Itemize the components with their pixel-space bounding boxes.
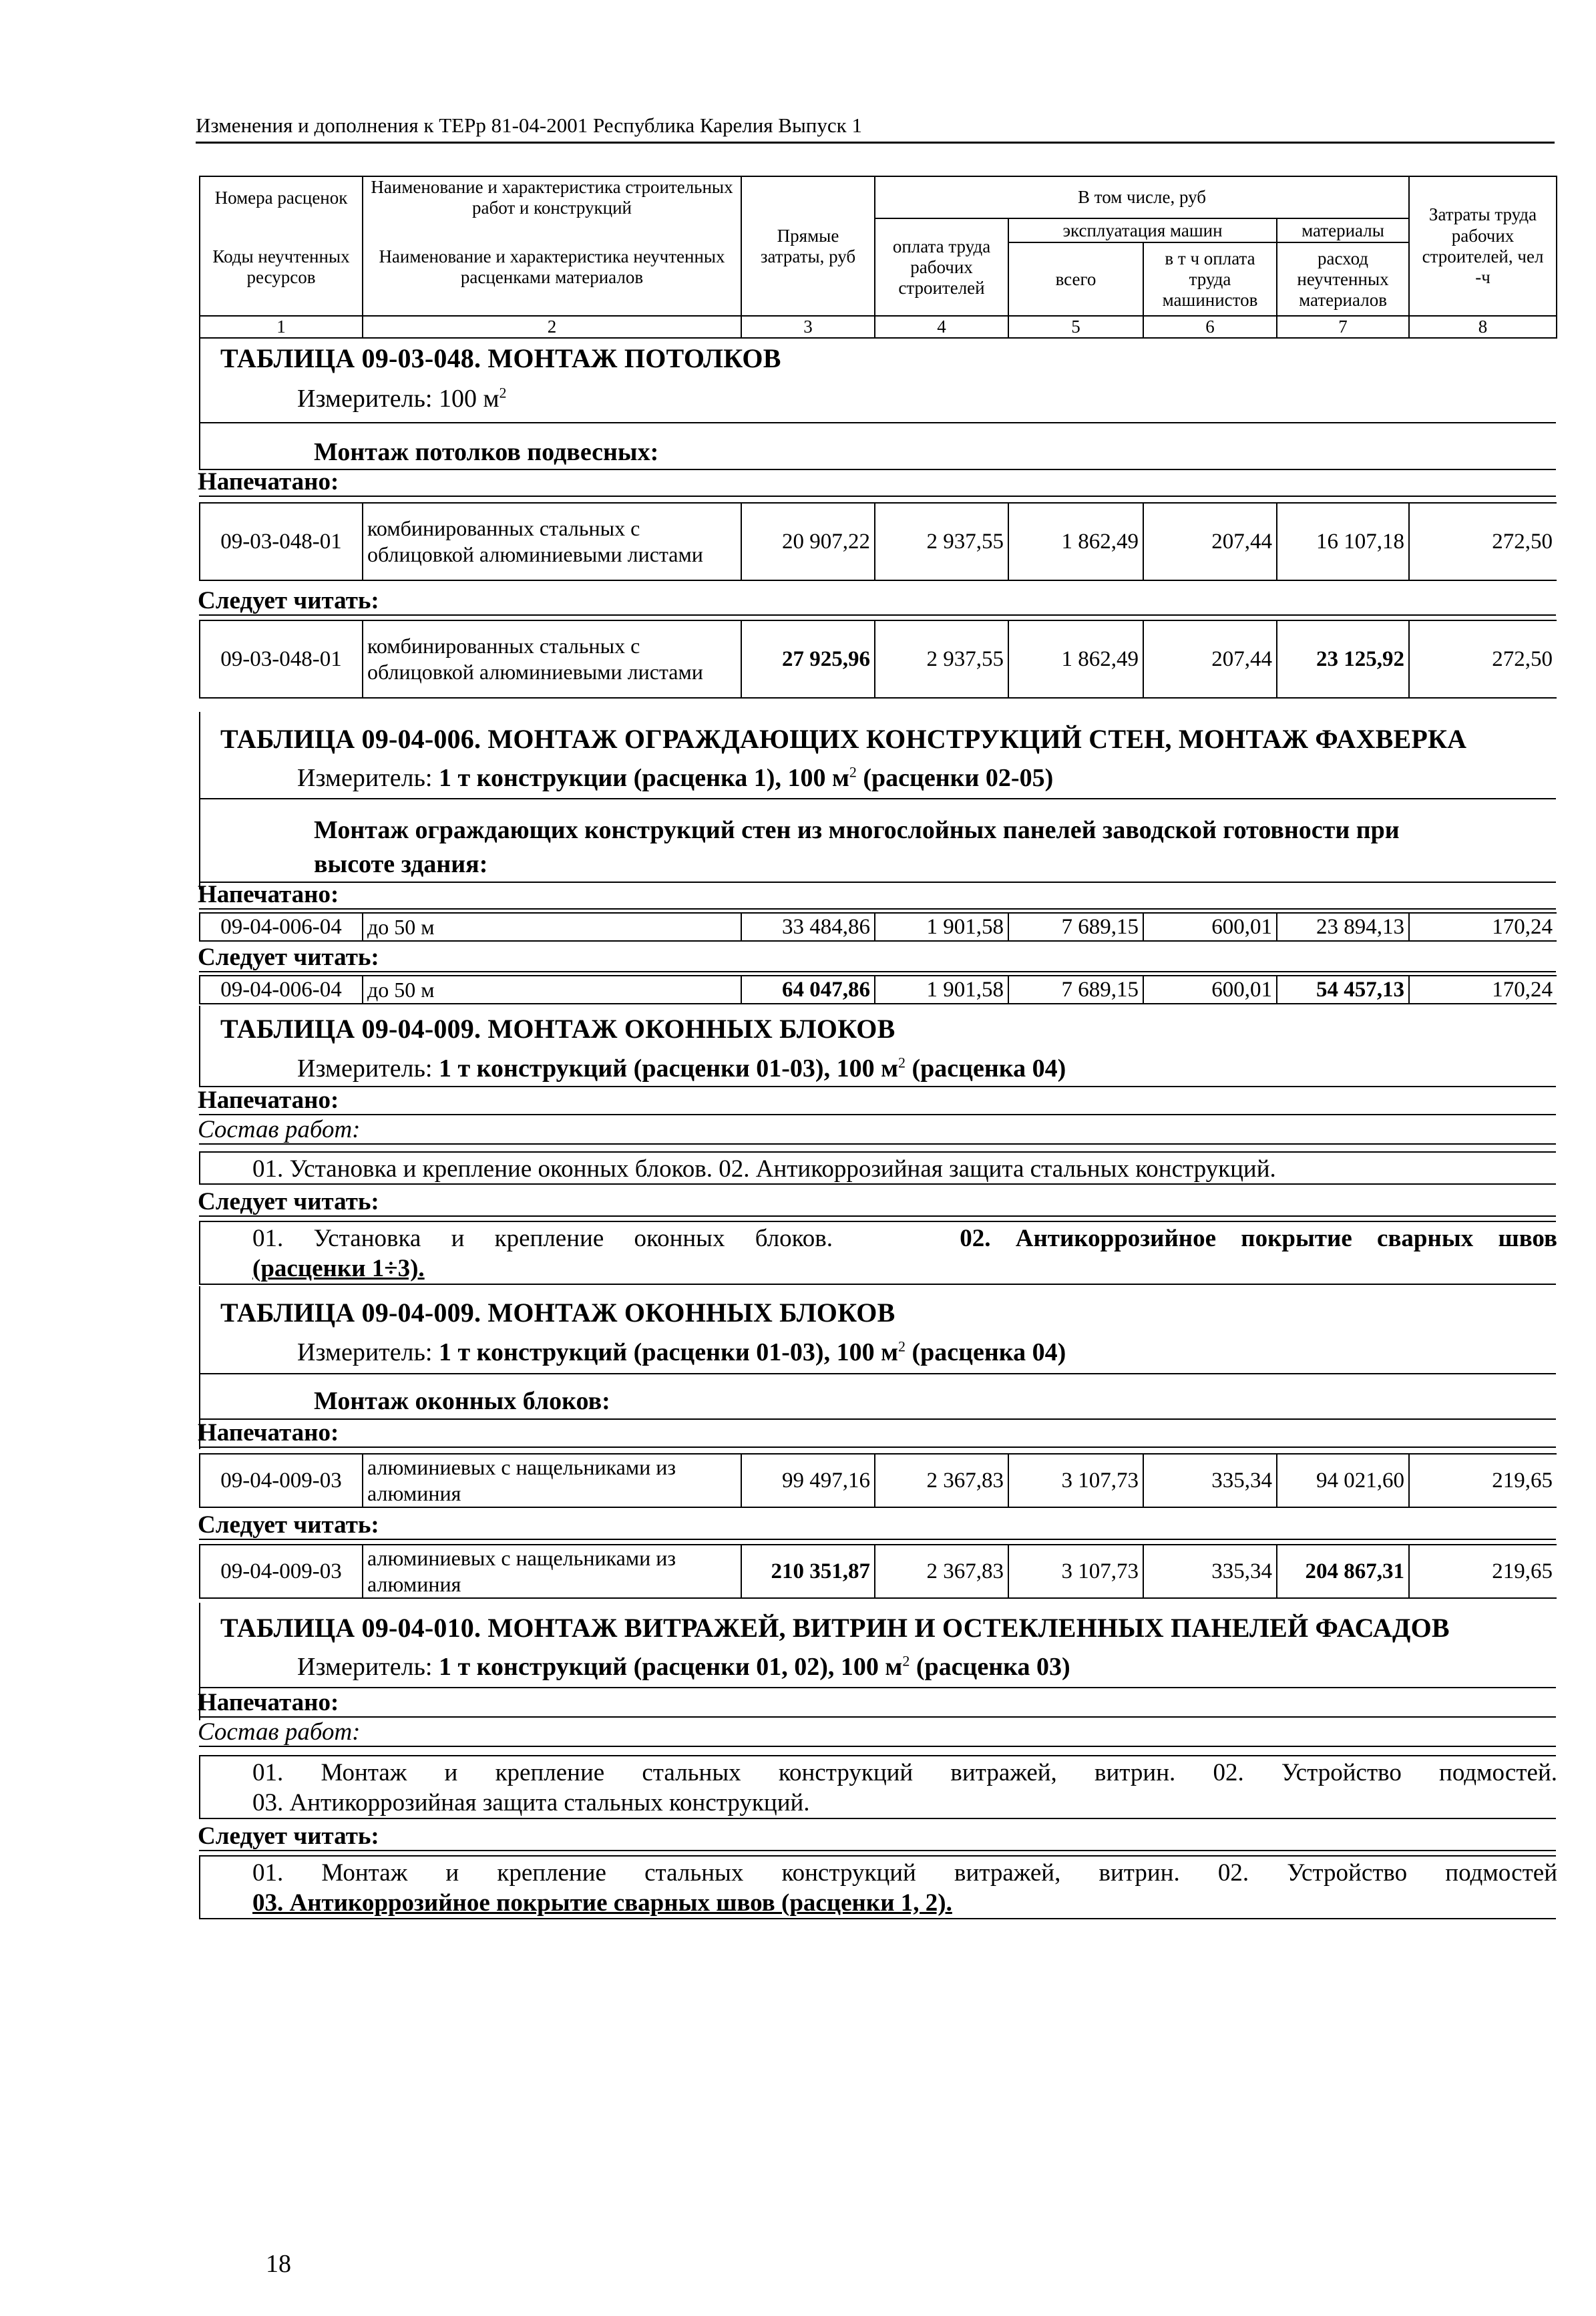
- should-read-label: Следует читать:: [198, 944, 379, 971]
- should-read-label: Следует читать:: [198, 587, 379, 614]
- work-composition-label: Состав работ:: [198, 1116, 361, 1143]
- machine-cost-cell: 7 689,15: [1008, 976, 1143, 1004]
- should-read-label: Следует читать:: [198, 1822, 379, 1850]
- machine-cost-cell: 3 107,73: [1008, 1545, 1143, 1598]
- section-4-printed-row: [199, 1453, 1557, 1508]
- labor-cost-cell: 2 367,83: [875, 1545, 1008, 1598]
- printed-label: Напечатано:: [198, 468, 339, 496]
- col-number-1: 1: [200, 316, 363, 338]
- section-3-title: ТАБЛИЦА 09-04-009. МОНТАЖ ОКОННЫХ БЛОКОВ: [220, 1014, 895, 1044]
- should-read-label: Следует читать:: [198, 1511, 379, 1539]
- divider: [199, 614, 1556, 616]
- labor-cost-cell: 2 367,83: [875, 1454, 1008, 1507]
- materials-cell: 94 021,60: [1277, 1454, 1409, 1507]
- col-number-5: 5: [1008, 316, 1143, 338]
- divider: [199, 1143, 1556, 1145]
- section-3-read-text-b: 02. Антикоррозийное покрытие сварных швов: [960, 1225, 1557, 1252]
- page-number: 18: [266, 2250, 291, 2278]
- col6-header: в т ч оплата труда машинистов: [1143, 242, 1277, 316]
- divider: [199, 469, 1556, 470]
- section-3-printed-text: 01. Установка и крепление оконных блоков. 02. Антикоррозийная защита стальных конструкций.: [252, 1155, 1276, 1183]
- machines-header: эксплуатация машин: [1008, 218, 1277, 242]
- materials-cell: 23 894,13: [1277, 913, 1409, 941]
- machinist-labor-cell: 207,44: [1143, 503, 1277, 580]
- code-cell: 09-04-009-03: [200, 1545, 363, 1598]
- machinist-labor-cell: 335,34: [1143, 1454, 1277, 1507]
- code-cell: 09-03-048-01: [200, 620, 363, 698]
- labor-hours-cell: 170,24: [1409, 913, 1557, 941]
- document-header: Изменения и дополнения к ТЕРр 81-04-2001 Республика Карелия Выпуск 1: [196, 114, 862, 137]
- labor-hours-cell: 219,65: [1409, 1545, 1557, 1598]
- machine-cost-cell: 7 689,15: [1008, 913, 1143, 941]
- section-3-meter: Измеритель: 1 т конструкций (расценки 01-03), 100 $м^2$ (расценка 04): [297, 1054, 1066, 1083]
- header-rule: [196, 142, 1555, 144]
- name-cell: до 50 м: [363, 913, 741, 941]
- section-1-meter: Измеритель: 100 $м^2$: [297, 384, 507, 413]
- name-cell: комбинированных стальных с облицовкой алюминиевыми листами: [363, 503, 741, 580]
- machine-cost-cell: 3 107,73: [1008, 1454, 1143, 1507]
- section-2-printed-row: [199, 912, 1557, 942]
- materials-header: материалы: [1277, 218, 1409, 242]
- col7-header: расход неучтенных материалов: [1277, 242, 1409, 316]
- machine-cost-cell: 1 862,49: [1008, 620, 1143, 698]
- direct-cost-cell: 33 484,86: [741, 913, 875, 941]
- divider: [199, 1687, 1556, 1688]
- section-3-frame: [199, 1006, 200, 1086]
- printed-label: Напечатано:: [198, 1087, 339, 1114]
- col1-bottom-header: Коды неучтенных ресурсов: [200, 218, 363, 316]
- section-1-title: ТАБЛИЦА 09-03-048. МОНТАЖ ПОТОЛКОВ: [220, 343, 781, 373]
- code-cell: 09-04-006-04: [200, 976, 363, 1004]
- labor-hours-cell: 272,50: [1409, 620, 1557, 698]
- section-3-read-text-line-2: (расценки 1÷3).: [252, 1255, 425, 1283]
- divider: [199, 1746, 1556, 1747]
- divider: [199, 882, 1556, 883]
- section-5-printed-line-1: 01. Монтаж и крепление стальных конструкций витражей, витрин. 02. Устройство подмостей.: [252, 1759, 1557, 1786]
- direct-cost-cell: 210 351,87: [741, 1545, 875, 1598]
- labor-hours-cell: 219,65: [1409, 1454, 1557, 1507]
- col2-top-header: Наименование и характеристика строительных работ и конструкций: [363, 176, 741, 218]
- materials-cell: 23 125,92: [1277, 620, 1409, 698]
- section-5-printed-text-box: [199, 1755, 1556, 1819]
- divider: [199, 798, 1556, 799]
- divider: [199, 1716, 1556, 1718]
- machinist-labor-cell: 207,44: [1143, 620, 1277, 698]
- work-composition-label: Состав работ:: [198, 1718, 361, 1746]
- section-3-printed-text-box: [199, 1151, 1556, 1185]
- section-1-subtitle: Монтаж потолков подвесных:: [314, 438, 659, 466]
- col3-header: Прямые затраты, руб: [741, 176, 875, 316]
- code-cell: 09-03-048-01: [200, 503, 363, 580]
- machinist-labor-cell: 600,01: [1143, 976, 1277, 1004]
- direct-cost-cell: 99 497,16: [741, 1454, 875, 1507]
- divider: [199, 908, 1556, 910]
- machinist-labor-cell: 335,34: [1143, 1545, 1277, 1598]
- direct-cost-cell: 64 047,86: [741, 976, 875, 1004]
- section-2-title: ТАБЛИЦА 09-04-006. МОНТАЖ ОГРАЖДАЮЩИХ КОНСТРУКЦИЙ СТЕН, МОНТАЖ ФАХВЕРКА: [220, 724, 1467, 754]
- section-1-read-row: [199, 620, 1557, 699]
- section-1-printed-row: [199, 502, 1557, 581]
- name-cell: комбинированных стальных с облицовкой алюминиевыми листами: [363, 620, 741, 698]
- section-4-subtitle: Монтаж оконных блоков:: [314, 1387, 610, 1415]
- should-read-label: Следует читать:: [198, 1188, 379, 1215]
- section-5-meter: Измеритель: 1 т конструкций (расценки 01, 02), 100 $м^2$ (расценка 03): [297, 1652, 1070, 1681]
- col-number-8: 8: [1409, 316, 1557, 338]
- section-2-frame: [199, 712, 200, 890]
- col-number-4: 4: [875, 316, 1008, 338]
- divider: [199, 1114, 1556, 1115]
- printed-label: Напечатано:: [198, 881, 339, 908]
- divider: [199, 1418, 1556, 1420]
- divider: [199, 1215, 1556, 1217]
- divider: [199, 496, 1556, 497]
- divider: [199, 1373, 1556, 1374]
- direct-cost-cell: 20 907,22: [741, 503, 875, 580]
- labor-hours-cell: 170,24: [1409, 976, 1557, 1004]
- section-1-frame: [199, 333, 200, 469]
- column-header-table: [199, 176, 1557, 339]
- divider: [199, 971, 1556, 972]
- section-5-printed-line-2: 03. Антикоррозийная защита стальных конструкций.: [252, 1789, 810, 1817]
- materials-cell: 16 107,18: [1277, 503, 1409, 580]
- printed-label: Напечатано:: [198, 1689, 339, 1716]
- col4-header: оплата труда рабочих строителей: [875, 218, 1008, 316]
- divider: [199, 1086, 1556, 1087]
- section-2-subtitle-line-1: Монтаж ограждающих конструкций стен из многослойных панелей заводской готовности при: [314, 816, 1400, 844]
- machinist-labor-cell: 600,01: [1143, 913, 1277, 941]
- name-cell: до 50 м: [363, 976, 741, 1004]
- divider: [199, 422, 1556, 423]
- section-5-read-text-box: [199, 1855, 1556, 1919]
- section-5-read-line-1: 01. Монтаж и крепление стальных конструкций витражей, витрин. 02. Устройство подмостей: [252, 1859, 1557, 1887]
- section-5-read-line-2: 03. Антикоррозийное покрытие сварных швов (расценки 1, 2).: [252, 1889, 952, 1917]
- col-number-7: 7: [1277, 316, 1409, 338]
- section-2-subtitle-line-2: высоте здания:: [314, 850, 488, 878]
- divider: [199, 1446, 1556, 1448]
- col-number-6: 6: [1143, 316, 1277, 338]
- direct-cost-cell: 27 925,96: [741, 620, 875, 698]
- group-header: В том числе, руб: [875, 176, 1409, 218]
- labor-hours-cell: 272,50: [1409, 503, 1557, 580]
- col1-top-header: Номера расценок: [200, 176, 363, 218]
- col-number-2: 2: [363, 316, 741, 338]
- printed-label: Напечатано:: [198, 1419, 339, 1446]
- divider: [199, 1850, 1556, 1851]
- section-3-read-text-box: [199, 1221, 1556, 1285]
- section-4-title: ТАБЛИЦА 09-04-009. МОНТАЖ ОКОННЫХ БЛОКОВ: [220, 1298, 895, 1328]
- section-2-meter: Измеритель: 1 т конструкции (расценка 1), 100 $м^2$ (расценки 02-05): [297, 763, 1054, 792]
- materials-cell: 204 867,31: [1277, 1545, 1409, 1598]
- section-2-read-row: [199, 975, 1557, 1004]
- machine-cost-cell: 1 862,49: [1008, 503, 1143, 580]
- section-4-meter: Измеритель: 1 т конструкций (расценки 01-03), 100 $м^2$ (расценка 04): [297, 1338, 1066, 1366]
- section-5-title: ТАБЛИЦА 09-04-010. МОНТАЖ ВИТРАЖЕЙ, ВИТРИН И ОСТЕКЛЕННЫХ ПАНЕЛЕЙ ФАСАДОВ: [220, 1613, 1450, 1643]
- labor-cost-cell: 1 901,58: [875, 976, 1008, 1004]
- col5-header: всего: [1008, 242, 1143, 316]
- materials-cell: 54 457,13: [1277, 976, 1409, 1004]
- name-cell: алюминиевых с нащельниками из алюминия: [363, 1454, 741, 1507]
- labor-cost-cell: 2 937,55: [875, 503, 1008, 580]
- col2-bottom-header: Наименование и характеристика неучтенных расценками материалов: [363, 218, 741, 316]
- labor-cost-cell: 1 901,58: [875, 913, 1008, 941]
- section-4-read-row: [199, 1544, 1557, 1599]
- col-number-3: 3: [741, 316, 875, 338]
- code-cell: 09-04-009-03: [200, 1454, 363, 1507]
- name-cell: алюминиевых с нащельниками из алюминия: [363, 1545, 741, 1598]
- divider: [199, 1539, 1556, 1540]
- section-3-read-text-a: 01. Установка и крепление оконных блоков.: [252, 1225, 833, 1252]
- code-cell: 09-04-006-04: [200, 913, 363, 941]
- labor-cost-cell: 2 937,55: [875, 620, 1008, 698]
- col8-header: Затраты труда рабочих строителей, чел -ч: [1409, 176, 1557, 316]
